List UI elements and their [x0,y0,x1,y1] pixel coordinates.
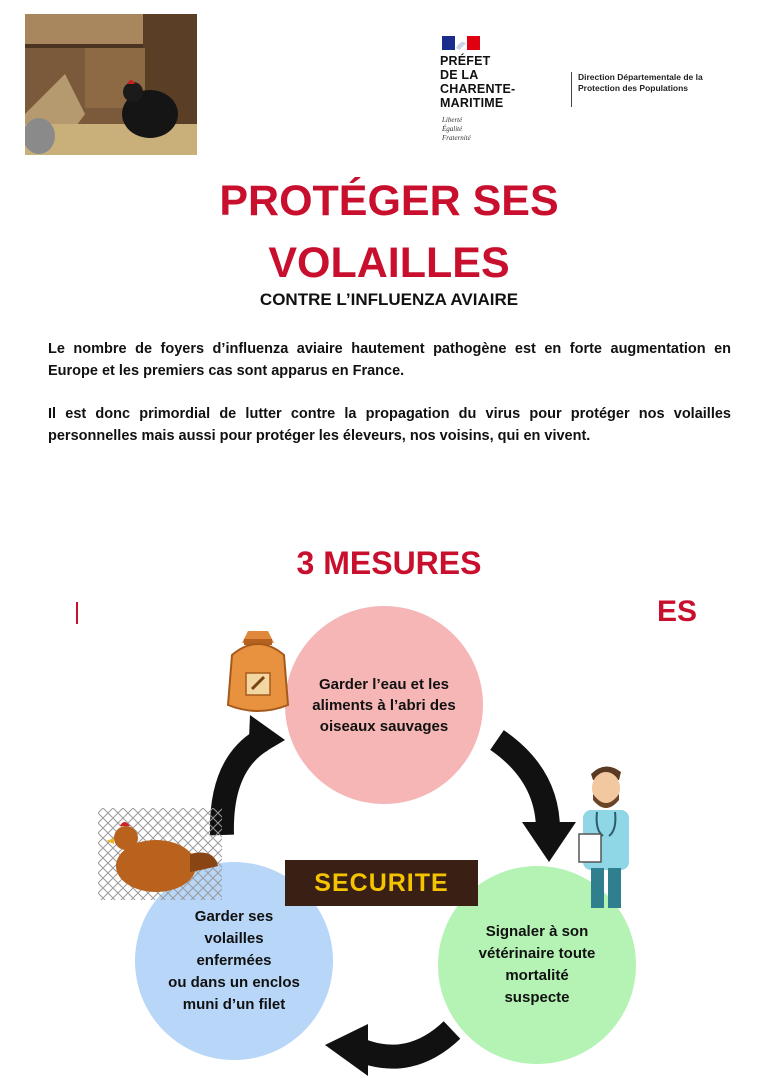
prefecture-name: PRÉFET DE LA CHARENTE- MARITIME [440,54,516,110]
title-line-2: VOLAILLES [268,239,510,287]
title-line-1: PROTÉGER SES [219,177,559,225]
mesures-heading: 3 MESURES [296,545,482,581]
heading-fragment: ES [657,595,698,628]
measure-food-water-text: Garder l’eau et les aliments à l’abri des oiseaux sauvages [312,675,456,735]
arrow-head-blue [325,1024,368,1076]
securite-label: SECURITE [285,860,478,906]
measure-report-vet-text: Signaler à son vétérinaire toute mortalité suspecte [478,923,596,1006]
marianne-flag-icon [442,36,480,50]
hen-enclosure-icon [98,808,222,900]
arrow-head-pink [248,715,285,762]
arrow-head-green [522,822,576,862]
republic-motto: Liberté Égalité Fraternité [442,116,471,142]
page-subtitle: CONTRE L’INFLUENZA AVIAIRE [259,290,519,309]
measure-food-water [285,606,483,804]
measure-confinement-text: Garder ses volailles enfermées ou dans un enclos muni d’un filet [168,908,300,1013]
arrow-to-green [497,740,548,830]
arrow-to-blue [360,1030,452,1057]
veterinarian-icon [575,760,637,910]
header-divider [571,72,572,107]
intro-paragraph-1: Le nombre de foyers d’influenza aviaire hautement pathogène est en forte augmentation en Europe et les premiers cas sont apparus en France. [48,341,731,379]
page-title [0,170,768,294]
direction-label: Direction Départementale de la Protection des Populations [578,72,703,93]
hen-coop-photo [25,14,197,155]
prefecture-logo [440,36,575,148]
feed-sack-icon [222,625,294,717]
intro-paragraph-2: Il est donc primordial de lutter contre la propagation du virus pour protéger nos volailles personnelles mais aussi pour protéger les éleveurs, nos voisins, qui en vivent. [48,406,731,444]
